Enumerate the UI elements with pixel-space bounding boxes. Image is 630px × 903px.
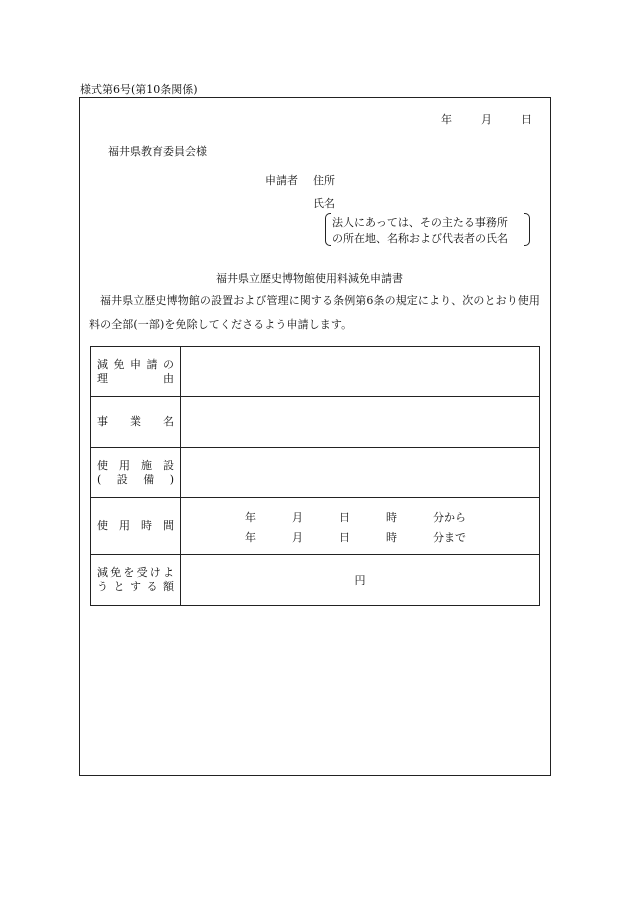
time-to-minute: 分まで: [433, 531, 466, 544]
form-number: 様式第6号(第10条関係): [80, 83, 198, 96]
document-title: 福井県立歴史博物館使用料減免申請書: [216, 272, 403, 285]
time-from-day: 日: [339, 511, 350, 524]
time-from-year: 年: [245, 511, 256, 524]
facility-label-cell: [91, 448, 181, 498]
table-row: [91, 555, 540, 606]
applicant-label: 申請者: [265, 174, 298, 187]
date-month: 月: [481, 113, 492, 126]
table-row: [91, 498, 540, 555]
corporate-note-line-1: 法人にあっては、その主たる事務所: [332, 216, 508, 229]
time-to-hour: 時: [386, 531, 397, 544]
right-bracket: [524, 213, 530, 246]
table-row: [91, 397, 540, 448]
reason-label-line-2: 理 由: [97, 371, 174, 385]
time-label-cell: [91, 498, 181, 555]
name-label: 氏名: [313, 197, 335, 210]
amount-value-cell[interactable]: [181, 555, 540, 606]
table-row: [91, 448, 540, 498]
time-from-minute: 分から: [433, 511, 466, 524]
date-line: [441, 111, 532, 127]
date-year: 年: [441, 113, 452, 126]
project-value-cell[interactable]: [181, 397, 540, 448]
addressee: 福井県教育委員会様: [108, 145, 207, 158]
project-label-cell: [91, 397, 181, 448]
time-from-hour: 時: [386, 511, 397, 524]
table-row: [91, 347, 540, 397]
amount-label-cell: [91, 555, 181, 606]
reason-label-cell: [91, 347, 181, 397]
reason-value-cell[interactable]: [181, 347, 540, 397]
reason-label-line-1: 減 免 申 請 の: [97, 357, 174, 371]
time-to-year: 年: [245, 531, 256, 544]
address-label: 住所: [313, 174, 335, 187]
body-text: 福井県立歴史博物館の設置および管理に関する条例第6条の規定により、次のとおり使用料の全部(一部)を免除してくださるよう申請します。: [89, 294, 540, 331]
date-day: 日: [521, 113, 532, 126]
amount-label-line-2: う と す る 額: [97, 580, 174, 593]
time-to-day: 日: [339, 531, 350, 544]
time-from-month: 月: [292, 511, 303, 524]
detail-table: [90, 346, 540, 606]
time-to-month: 月: [292, 531, 303, 544]
project-label: 事 業 名: [97, 415, 174, 428]
left-bracket: [325, 213, 331, 246]
amount-unit: 円: [354, 574, 366, 587]
corporate-note-line-2: の所在地、名称および代表者の氏名: [332, 232, 508, 245]
amount-label-line-1: 減 免 を 受 け よ: [97, 566, 174, 579]
facility-label-line-1: 使 用 施 設: [97, 458, 174, 472]
time-value-cell[interactable]: [181, 498, 540, 555]
facility-value-cell[interactable]: [181, 448, 540, 498]
facility-label-line-2: ( 設 備 ): [97, 472, 174, 486]
corporate-note: [325, 213, 530, 246]
time-label: 使 用 時 間: [97, 519, 174, 532]
